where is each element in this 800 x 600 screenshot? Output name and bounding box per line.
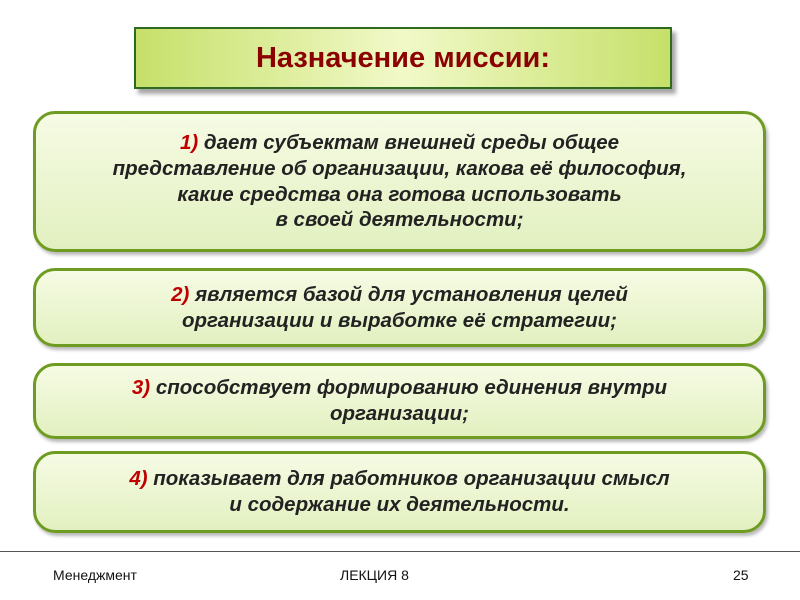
mission-item-line: представление об организации, какова её философия,: [112, 156, 687, 180]
mission-item-2: [33, 268, 766, 347]
mission-item-line: [113, 130, 687, 156]
mission-item-line: какие средства она готова использовать: [177, 182, 622, 206]
slide-title: Назначение миссии:: [255, 41, 551, 74]
line-text: дает субъектам внешней среды общее: [203, 131, 620, 155]
mission-item-line: в своей деятельности;: [275, 208, 524, 232]
mission-item-line: [132, 375, 667, 401]
mission-item-text: [132, 375, 667, 426]
mission-item-3: [33, 363, 766, 439]
item-number: 1): [179, 131, 199, 155]
line-text: показывает для работников организации смысл: [153, 467, 670, 491]
line-text: является базой для установления целей: [195, 282, 628, 306]
footer-divider: [0, 551, 800, 552]
mission-item-line: организации;: [330, 402, 469, 425]
mission-item-line: [129, 466, 669, 492]
mission-item-1: [33, 111, 766, 252]
mission-item-4: [33, 451, 766, 533]
slide-title-box: [134, 27, 672, 89]
footer-page-number: 25: [733, 567, 749, 583]
mission-item-text: [129, 466, 669, 517]
footer-lecture: ЛЕКЦИЯ 8: [340, 567, 409, 583]
mission-item-text: [171, 282, 628, 333]
item-number: 2): [171, 282, 190, 306]
mission-item-line: и содержание их деятельности.: [229, 493, 570, 516]
footer-course: Менеджмент: [53, 567, 137, 583]
mission-item-line: организации и выработке её стратегии;: [181, 308, 618, 332]
line-text: способствует формированию единения внутри: [155, 376, 668, 400]
mission-item-text: [113, 130, 687, 233]
item-number: 4): [129, 467, 148, 491]
mission-item-line: [171, 282, 628, 308]
item-number: 3): [131, 376, 151, 400]
